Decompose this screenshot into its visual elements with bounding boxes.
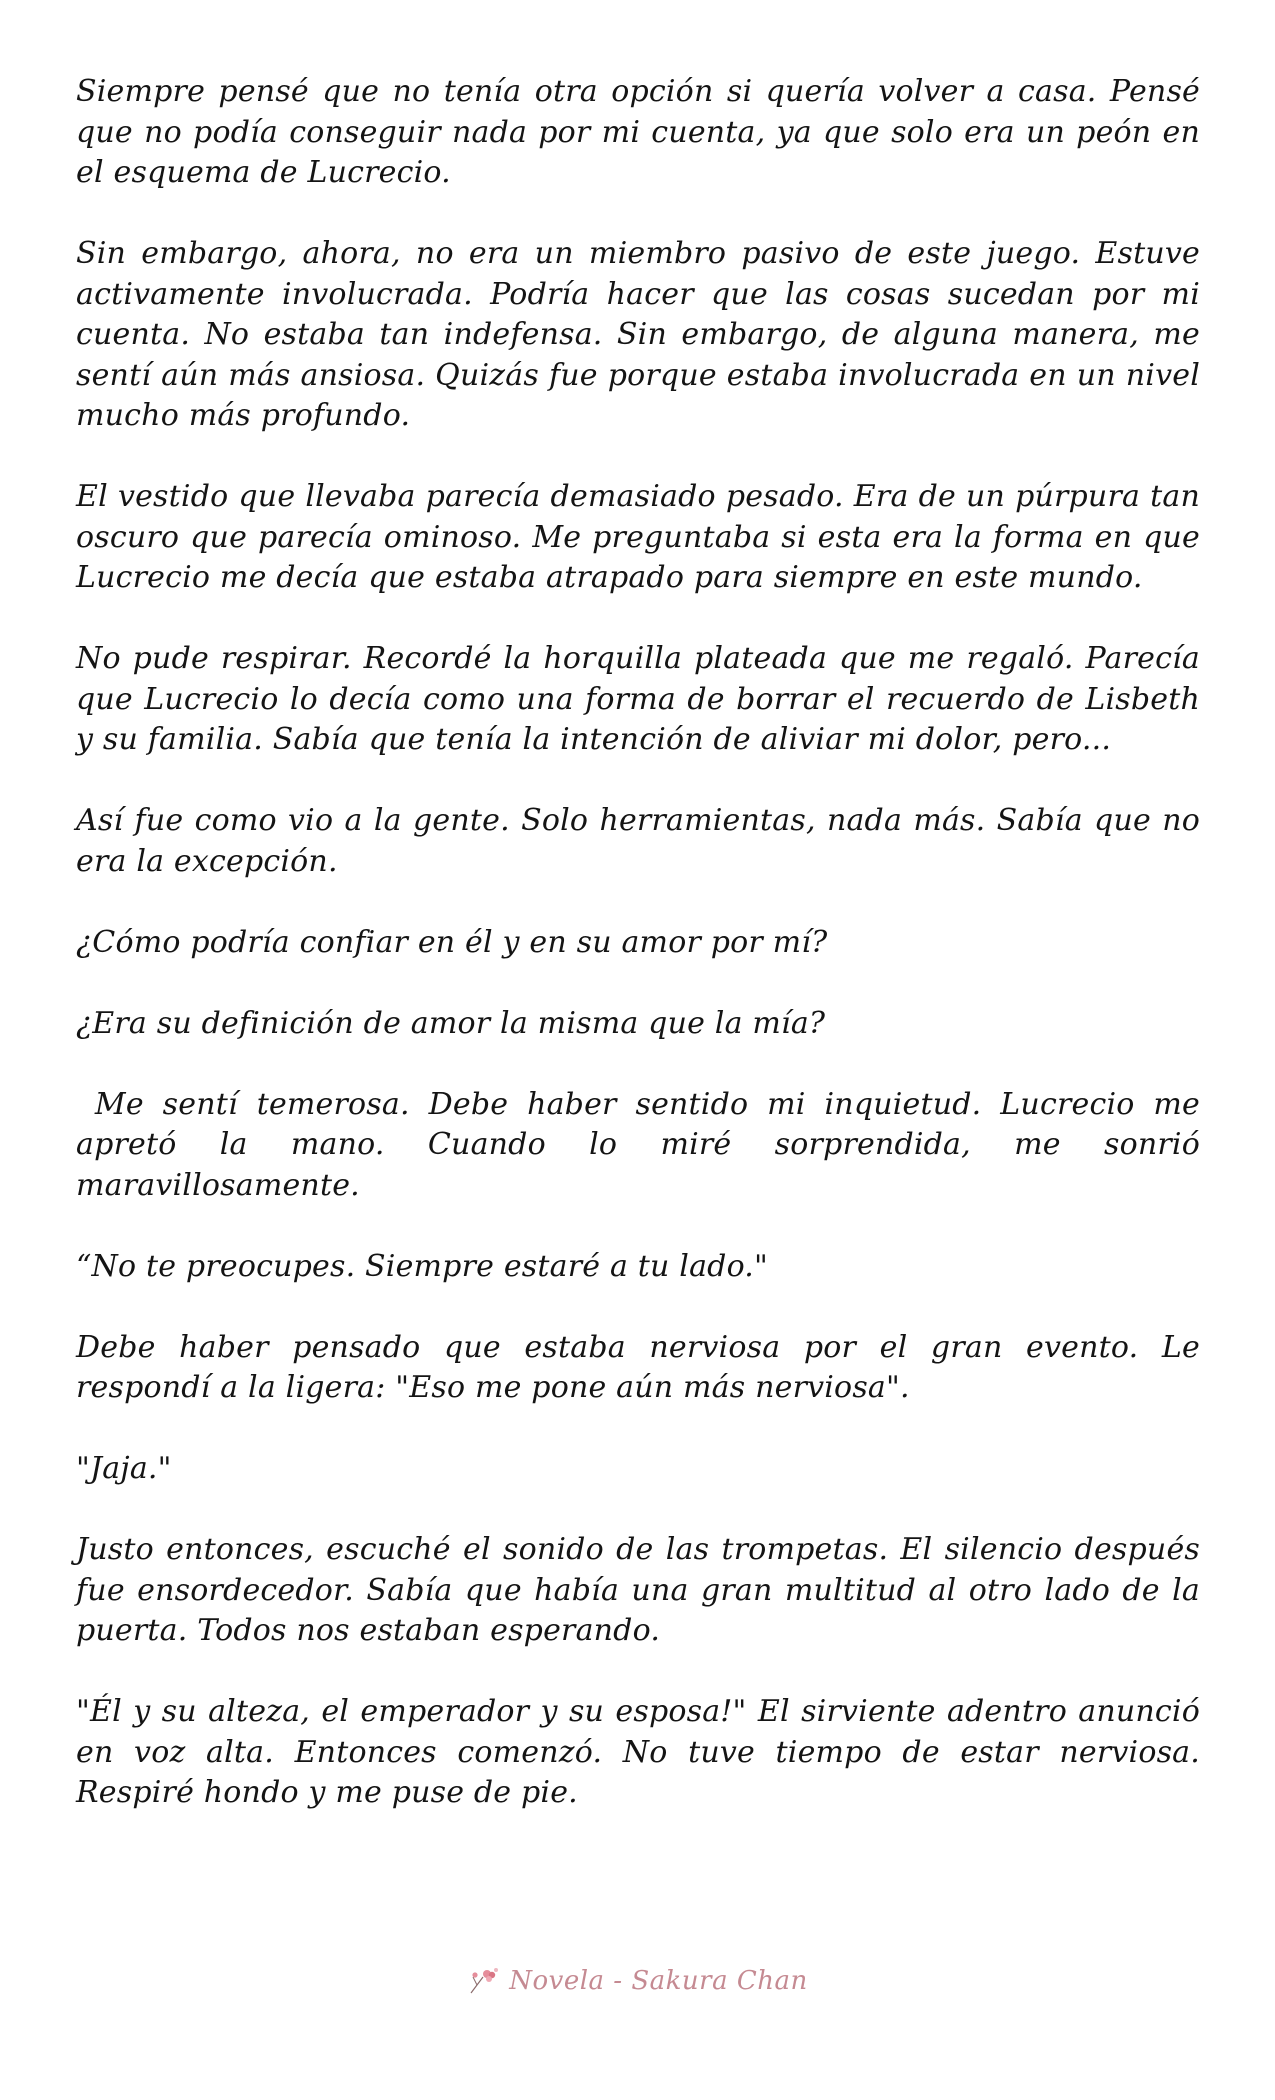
- paragraph: “No te preocupes. Siempre estaré a tu lado.": [76, 1248, 769, 1284]
- paragraph: El vestido que llevaba parecía demasiado pesado. Era de un púrpura tan oscuro que parecía ominoso. Me preguntaba si esta era la forma en que Lucrecio me decía que estaba atrapado para siempre en este mundo.: [76, 479, 1200, 595]
- paragraph: Justo entonces, escuché el sonido de las trompetas. El silencio después fue ensordecedor. Sabía que había una gran multitud al otro lado de la puerta. Todos nos estaban esperando.: [76, 1532, 1200, 1648]
- paragraph: Sin embargo, ahora, no era un miembro pasivo de este juego. Estuve activamente involucrada. Podría hacer que las cosas sucedan por mi cuenta. No estaba tan indefensa. Sin embargo, de alguna manera, me sentí aún más ansiosa. Quizás fue porque estaba involucrada en un nivel mucho más profundo.: [76, 236, 1200, 433]
- paragraph: ¿Cómo podría confiar en él y en su amor por mí?: [76, 924, 828, 960]
- paragraph: No pude respirar. Recordé la horquilla plateada que me regaló. Parecía que Lucrecio lo decía como una forma de borrar el recuerdo de Lisbeth y su familia. Sabía que tenía la intención de aliviar mi dolor, pero...: [76, 641, 1200, 757]
- paragraph: "Jaja.": [76, 1451, 172, 1486]
- sakura-flower-icon: [467, 1963, 503, 1999]
- footer-credit: [0, 1963, 1275, 1999]
- paragraph: "Él y su alteza, el emperador y su esposa!" El sirviente adentro anunció en voz alta. Entonces comenzó. No tuve tiempo de estar nerviosa. Respiré hondo y me puse de pie.: [76, 1694, 1200, 1810]
- paragraph: Debe haber pensado que estaba nerviosa por el gran evento. Le respondí a la ligera: "Eso me pone aún más nerviosa".: [76, 1329, 1200, 1405]
- document-body: [76, 72, 1210, 1854]
- paragraph: Me sentí temerosa. Debe haber sentido mi inquietud. Lucrecio me apretó la mano. Cuando lo miré sorprendida, me sonrió maravillosamente.: [76, 1086, 1210, 1203]
- paragraph: ¿Era su definición de amor la misma que la mía?: [76, 1005, 826, 1041]
- credit-text: Novela - Sakura Chan: [509, 1966, 808, 1996]
- paragraph: Siempre pensé que no tenía otra opción si quería volver a casa. Pensé que no podía conseguir nada por mi cuenta, ya que solo era un peón en el esquema de Lucrecio.: [76, 74, 1200, 190]
- paragraph: Así fue como vio a la gente. Solo herramientas, nada más. Sabía que no era la excepción.: [76, 803, 1200, 879]
